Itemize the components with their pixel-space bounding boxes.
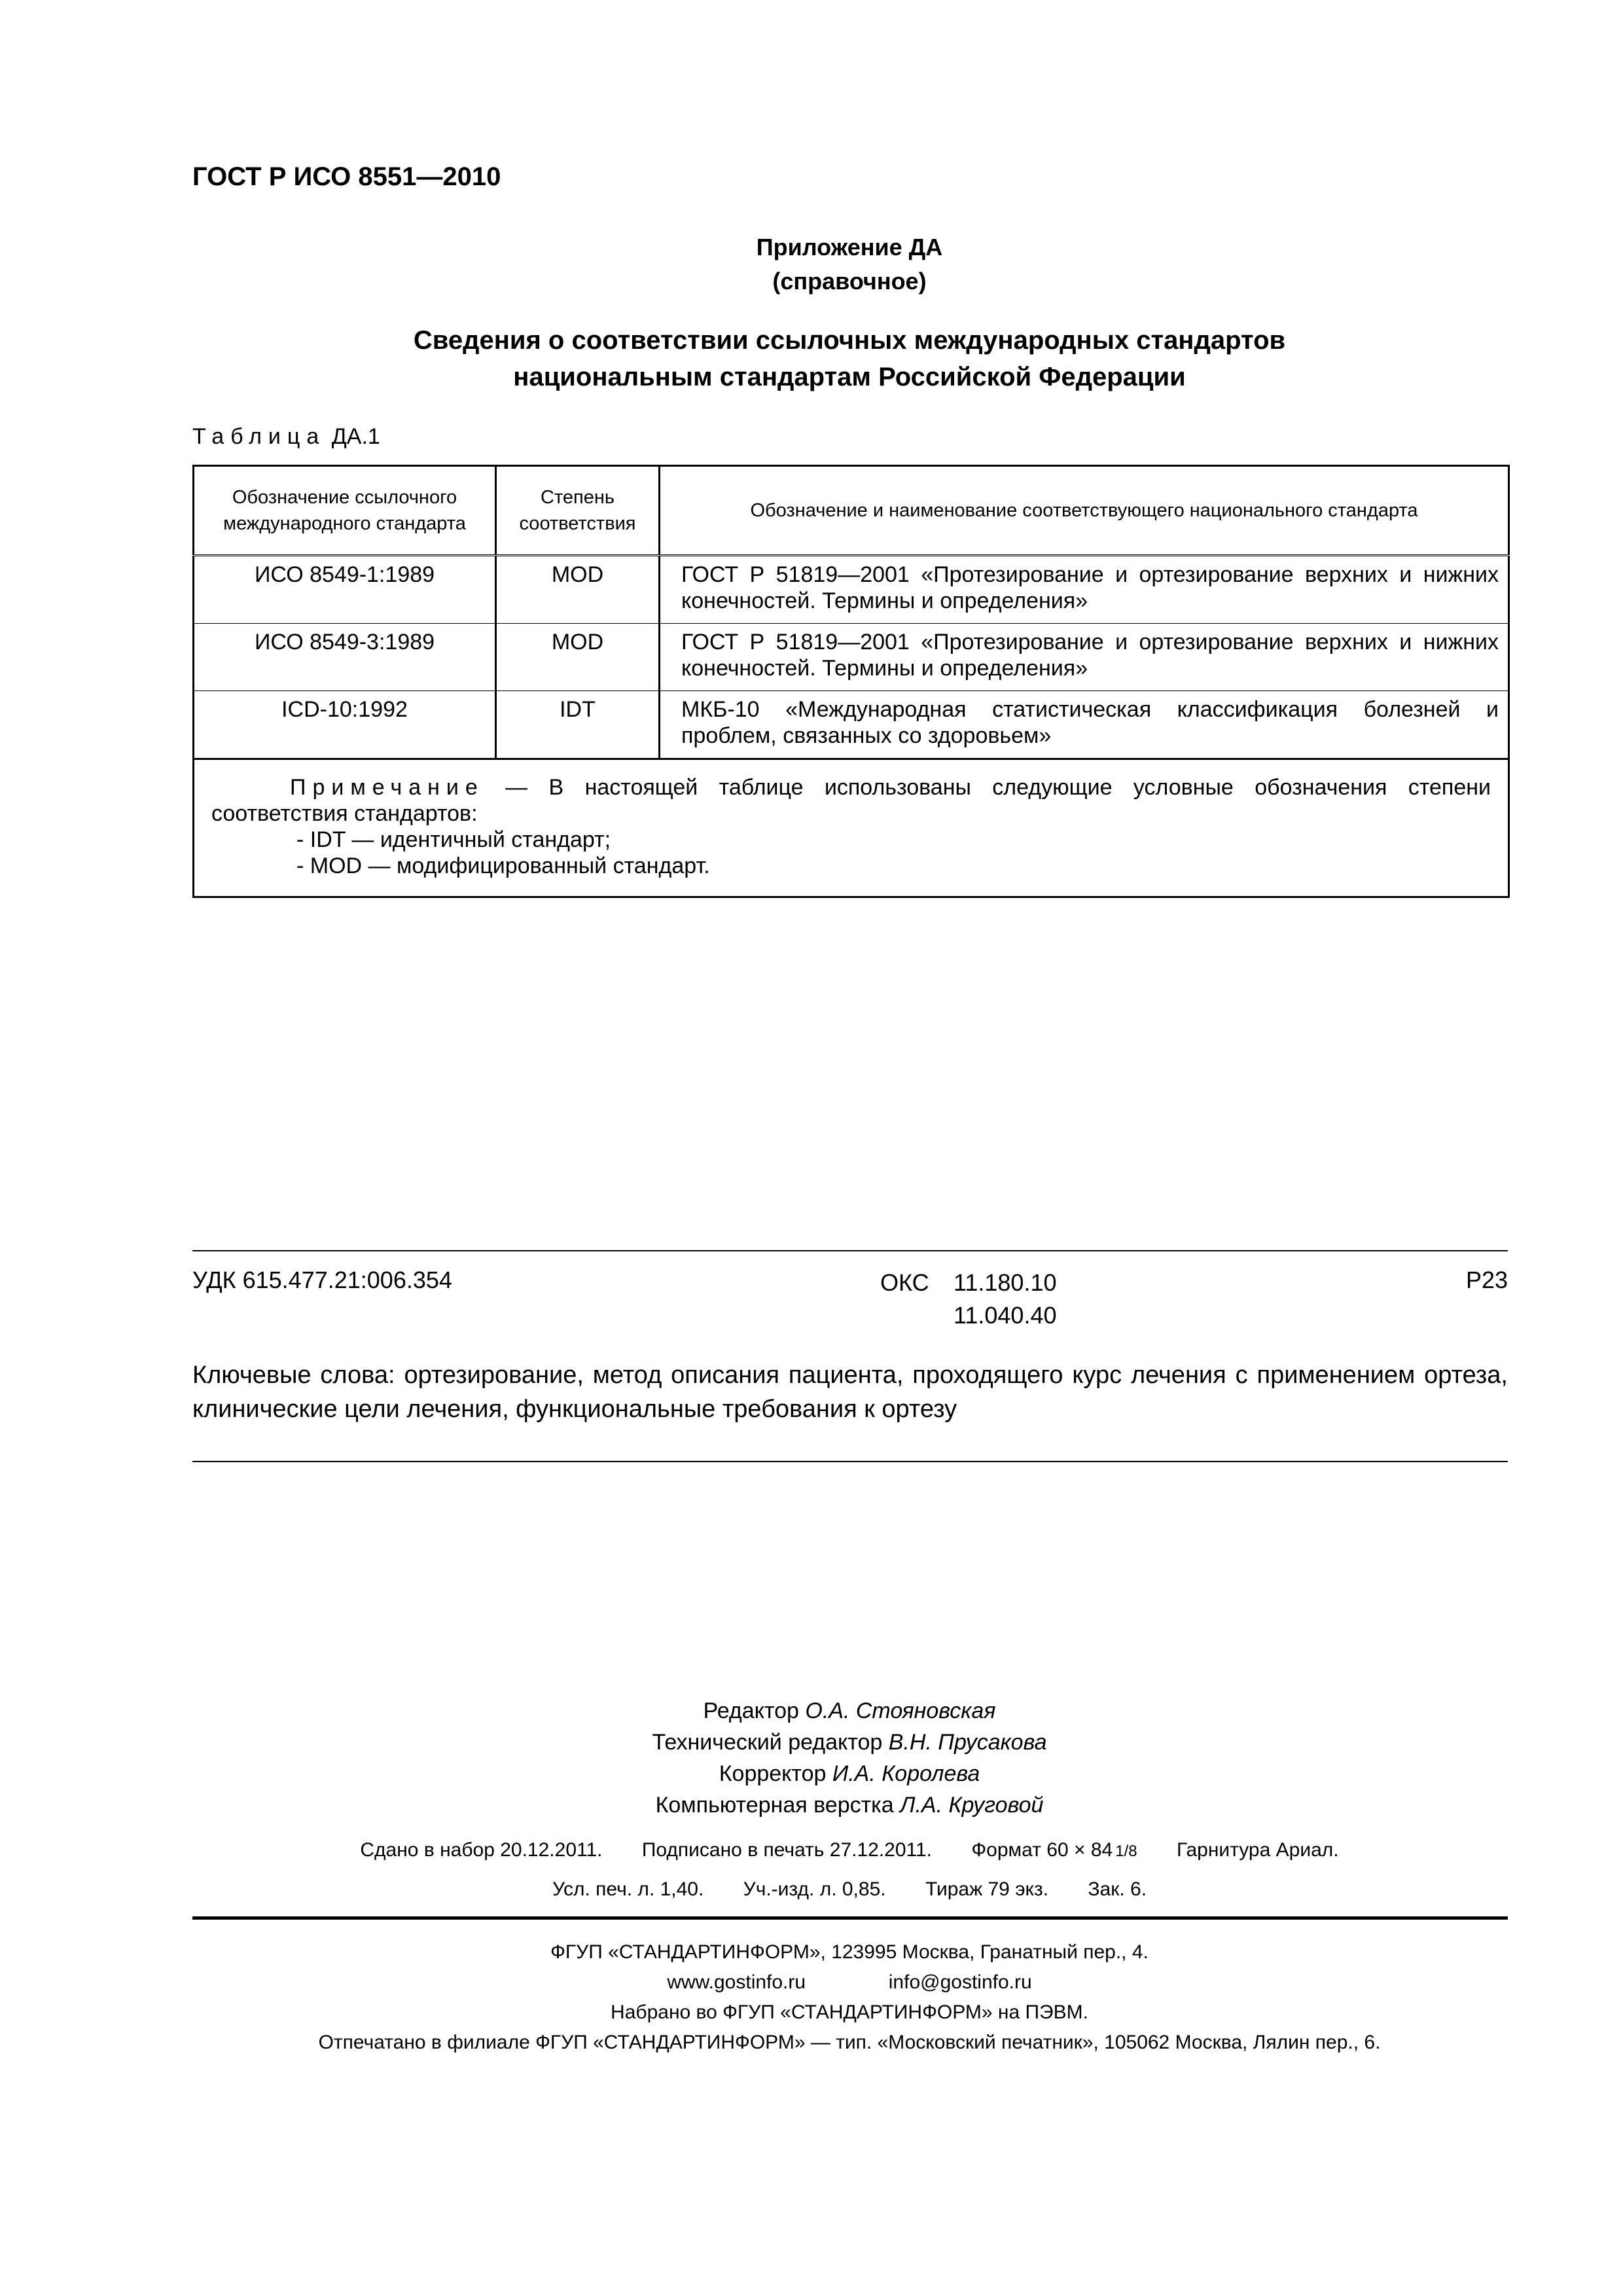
- cell-national: ГОСТ Р 51819—2001 «Протезирование и ортезирование верхних и нижних конечностей. Термины и определения»: [660, 556, 1509, 624]
- table-label: [192, 424, 380, 450]
- order-number: Зак. 6.: [1088, 1878, 1147, 1900]
- note-item-mod: - MOD — модифицированный стандарт.: [296, 853, 710, 878]
- header-compliance-degree: Степень соответствия: [496, 466, 660, 556]
- cell-reference: ИСО 8549-1:1989: [194, 556, 496, 624]
- credit-proofreader: Корректор И.А. Королева: [719, 1761, 980, 1786]
- print-run: Тираж 79 экз.: [925, 1878, 1049, 1900]
- classification-code: Р23: [1465, 1266, 1508, 1293]
- table-header-row: [194, 466, 1509, 556]
- publisher-typeset: Набрано во ФГУП «СТАНДАРТИНФОРМ» на ПЭВМ.: [611, 2001, 1088, 2023]
- cell-reference: ИСО 8549-3:1989: [194, 624, 496, 691]
- note-item-idt: - IDT — идентичный стандарт;: [296, 827, 611, 852]
- table-row: [194, 691, 1509, 759]
- table-row: [194, 556, 1509, 624]
- credit-tech-editor: Технический редактор В.Н. Прусакова: [652, 1730, 1047, 1755]
- appendix-heading: [192, 230, 1507, 298]
- note-word: Примечание: [290, 775, 484, 800]
- submitted-date: Сдано в набор 20.12.2011.: [360, 1839, 603, 1861]
- table-label-number: ДА.1: [331, 424, 380, 449]
- appendix-label: Приложение ДА: [756, 234, 943, 260]
- divider-keywords: [192, 1461, 1508, 1462]
- appendix-title: [192, 322, 1507, 395]
- publisher-address: ФГУП «СТАНДАРТИНФОРМ», 123995 Москва, Гранатный пер., 4.: [550, 1941, 1149, 1963]
- publisher-info: [192, 1937, 1507, 2058]
- publisher-contacts: [192, 1967, 1507, 1998]
- publisher-website[interactable]: www.gostinfo.ru: [667, 1971, 806, 1993]
- typeface: Гарнитура Ариал.: [1176, 1839, 1339, 1861]
- table-note-row: [194, 759, 1509, 897]
- appendix-type: (справочное): [772, 268, 927, 295]
- header-reference-standard: Обозначение ссылочного международного стандарта: [194, 466, 496, 556]
- oks-label: ОКС: [880, 1269, 929, 1296]
- keywords: Ключевые слова: ортезирование, метод описания пациента, проходящего курс лечения с применением ортеза, клинические цели лечения, функциональные требования к ортезу: [192, 1361, 1508, 1423]
- udk-code: УДК 615.477.21:006.354: [192, 1266, 452, 1293]
- appendix-title-line2: национальным стандартам Российской Федерации: [513, 363, 1186, 391]
- publisher-email[interactable]: info@gostinfo.ru: [888, 1971, 1032, 1993]
- printing-info-line2: [192, 1878, 1507, 1901]
- oks-code-2: 11.040.40: [954, 1302, 1057, 1329]
- cell-national: ГОСТ Р 51819—2001 «Протезирование и ортезирование верхних и нижних конечностей. Термины и определения»: [660, 624, 1509, 691]
- document-code: ГОСТ Р ИСО 8551—2010: [192, 162, 501, 191]
- credit-layout: Компьютерная верстка Л.А. Круговой: [655, 1793, 1044, 1818]
- appendix-title-line1: Сведения о соответствии ссылочных международных стандартов: [413, 326, 1286, 355]
- table-note: [194, 759, 1509, 897]
- header-national-standard: Обозначение и наименование соответствующего национального стандарта: [660, 466, 1509, 556]
- oks-codes: [880, 1266, 1056, 1332]
- divider-top: [192, 1250, 1508, 1251]
- format-fraction: 1/8: [1115, 1842, 1137, 1860]
- credits: [192, 1695, 1507, 1821]
- credit-editor: Редактор О.А. Стояновская: [703, 1698, 996, 1723]
- note-text: [211, 774, 1491, 827]
- printing-info-line1: [192, 1839, 1507, 1861]
- publisher-printed: Отпечатано в филиале ФГУП «СТАНДАРТИНФОРМ» — тип. «Московский печатник», 105062 Москва, Лялин пер., 6.: [318, 2032, 1381, 2053]
- divider-thick: [192, 1916, 1508, 1920]
- cell-degree: MOD: [496, 624, 660, 691]
- paper-format: Формат 60 × 84 1/8: [971, 1839, 1137, 1861]
- cell-degree: MOD: [496, 556, 660, 624]
- print-sheets: Усл. печ. л. 1,40.: [552, 1878, 704, 1900]
- note-body: — В настоящей таблице использованы следующие условные обозначения степени соответствия стандартов:: [211, 775, 1491, 826]
- publication-sheets: Уч.-изд. л. 0,85.: [743, 1878, 886, 1900]
- table-label-word: Таблица: [192, 424, 326, 449]
- cell-national: МКБ-10 «Международная статистическая классификация болезней и проблем, связанных со здоровьем»: [660, 691, 1509, 759]
- cell-degree: IDT: [496, 691, 660, 759]
- standards-table: [192, 465, 1510, 898]
- signed-date: Подписано в печать 27.12.2011.: [641, 1839, 933, 1861]
- table-row: [194, 624, 1509, 691]
- cell-reference: ICD-10:1992: [194, 691, 496, 759]
- oks-code-1: 11.180.10: [954, 1269, 1057, 1296]
